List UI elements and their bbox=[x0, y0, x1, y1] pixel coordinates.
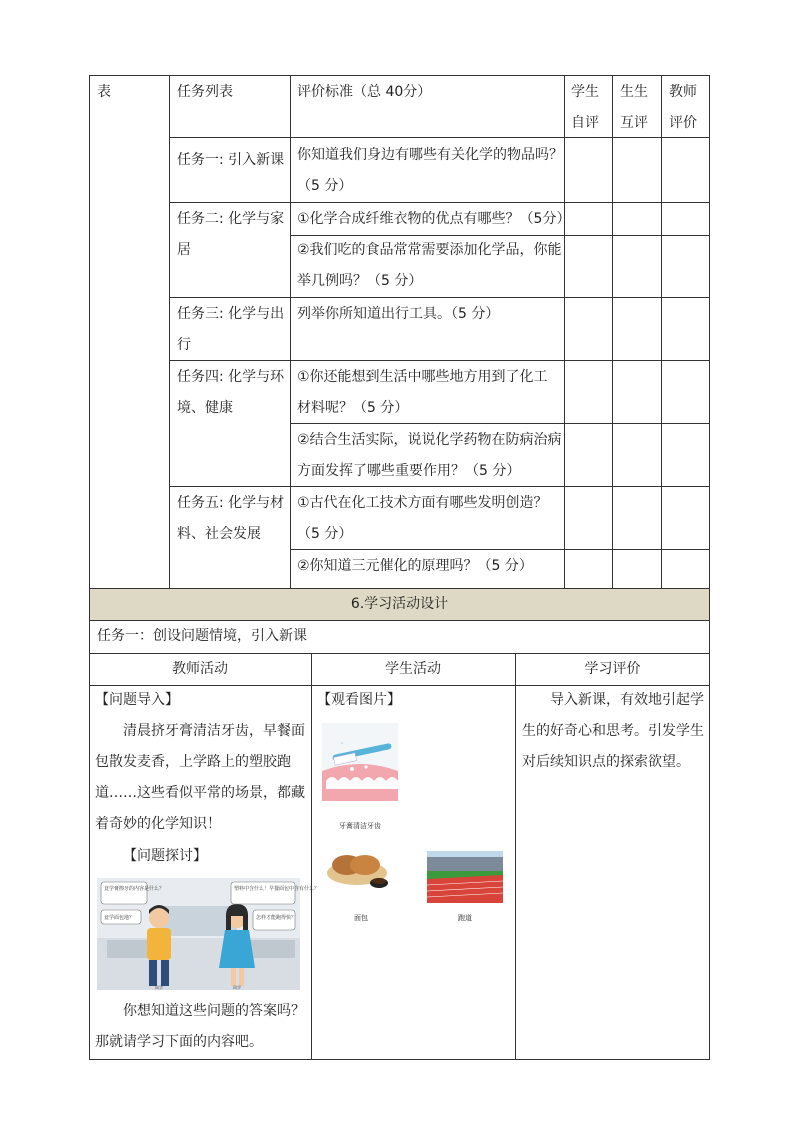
grid-line bbox=[515, 653, 516, 1060]
teacher-intro-label: 【问题导入】 bbox=[95, 692, 179, 708]
teacher-explore-label: 【问题探讨】 bbox=[123, 848, 207, 864]
bubble-3-text: 塑料中含什么！早餐面包中含有什么？ bbox=[234, 886, 320, 892]
caption-boy: 同学 bbox=[155, 985, 163, 990]
grid-line bbox=[612, 75, 613, 588]
track-graphic bbox=[427, 851, 503, 903]
toothbrush-graphic bbox=[322, 723, 398, 801]
grid-line bbox=[169, 297, 710, 298]
col-self-line1: 学生 bbox=[571, 84, 599, 100]
task-4-criterion-2-line2: 方面发挥了哪些重要作用？（5 分） bbox=[297, 463, 521, 479]
task-5-name-line2: 料、社会发展 bbox=[177, 526, 261, 542]
task-2-criterion-2-line1: ②我们吃的食品常常需要添加化学品，你能 bbox=[297, 242, 562, 258]
table-border-left bbox=[89, 75, 90, 1060]
col-peer-line2: 互评 bbox=[620, 115, 648, 131]
caption-girl: 同学 bbox=[233, 985, 241, 990]
caption-toothpaste: 牙膏清洁牙齿 bbox=[339, 822, 381, 830]
header-student-activity: 学生活动 bbox=[385, 661, 441, 677]
task-2-name-line2: 居 bbox=[177, 242, 191, 258]
grid-line bbox=[169, 202, 710, 203]
bread-image bbox=[321, 843, 401, 893]
evaluation-line1: 导入新课，有效地引起学 bbox=[550, 692, 704, 708]
header-teacher-activity: 教师活动 bbox=[172, 661, 228, 677]
col-table: 表 bbox=[97, 84, 111, 100]
grid-line bbox=[169, 360, 710, 361]
track-image bbox=[427, 851, 503, 903]
task-1-criterion-line2: （5 分） bbox=[297, 178, 353, 194]
teacher-outro-line2: 那就请学习下面的内容吧。 bbox=[95, 1034, 263, 1050]
task-4-criterion-1-line2: 材料呢？（5 分） bbox=[297, 400, 409, 416]
task-4-criterion-1-line1: ①你还能想到生活中哪些地方用到了化工 bbox=[297, 369, 548, 385]
classroom-illustration bbox=[97, 878, 320, 990]
evaluation-line2: 生的好奇心和思考。引发学生 bbox=[522, 723, 704, 739]
bubble-4-text: 怎样才能跑得快？ bbox=[256, 915, 297, 921]
task-5-criterion-2: ②你知道三元催化的原理吗？（5 分） bbox=[297, 558, 533, 574]
evaluation-line3: 对后续知识点的探索欲望。 bbox=[522, 754, 690, 770]
task-2-criterion-2-line2: 举几例吗？（5 分） bbox=[297, 273, 423, 289]
task-3-name-line1: 任务三: 化学与出 bbox=[177, 306, 285, 322]
col-teacher-line2: 评价 bbox=[669, 115, 697, 131]
teacher-outro-line1: 你想知道这些问题的答案吗？ bbox=[123, 1003, 305, 1019]
task1-title: 任务一：创设问题情境，引入新课 bbox=[97, 628, 307, 644]
col-self-line2: 自评 bbox=[571, 115, 599, 131]
teacher-intro-line2: 包散发麦香，上学路上的塑胶跑 bbox=[95, 754, 291, 770]
bubble-2-text: 竟学面包地？ bbox=[104, 915, 135, 921]
classroom-scene bbox=[97, 878, 320, 990]
task-4-name-line2: 境、健康 bbox=[177, 400, 233, 416]
grid-line bbox=[290, 549, 710, 550]
task-5-name-line1: 任务五: 化学与材 bbox=[177, 495, 285, 511]
bread-graphic bbox=[321, 843, 401, 893]
document-page bbox=[89, 75, 710, 1060]
table-border-right bbox=[709, 75, 710, 1060]
header-evaluation: 学习评价 bbox=[584, 661, 641, 677]
grid-line bbox=[290, 75, 291, 588]
table-border-bottom bbox=[89, 1059, 710, 1060]
grid-line bbox=[564, 75, 565, 588]
col-peer-line1: 生生 bbox=[620, 84, 648, 100]
bubble-1-text: 竟学膏擦牙的内容是什么？ bbox=[104, 886, 165, 892]
teacher-intro-line3: 道……这些看似平常的场景，都藏 bbox=[95, 785, 305, 801]
task-2-name-line1: 任务二: 化学与家 bbox=[177, 211, 285, 227]
grid-line bbox=[661, 75, 662, 588]
task-2-criterion-1: ①化学合成纤维衣物的优点有哪些？（5分） bbox=[297, 211, 571, 227]
teacher-intro-line1: 清晨挤牙膏清洁牙齿，早餐面 bbox=[123, 723, 305, 739]
section-title: 6.学习活动设计 bbox=[350, 596, 449, 612]
teacher-intro-line4: 着奇妙的化学知识！ bbox=[95, 816, 221, 832]
task-1-name: 任务一: 引入新课 bbox=[177, 152, 285, 168]
col-criteria: 评价标准（总 40分） bbox=[297, 84, 432, 100]
task-3-criterion: 列举你所知道出行工具。（5 分） bbox=[297, 306, 500, 322]
student-label: 【观看图片】 bbox=[317, 692, 401, 708]
task-4-criterion-2-line1: ②结合生活实际，说说化学药物在防病治病 bbox=[297, 432, 562, 448]
task-4-name-line1: 任务四: 化学与环 bbox=[177, 369, 285, 385]
toothpaste-image bbox=[322, 723, 398, 801]
caption-track: 跑道 bbox=[458, 914, 472, 922]
task-5-criterion-1-line2: （5 分） bbox=[297, 526, 353, 542]
task-3-name-line2: 行 bbox=[177, 337, 191, 353]
grid-line bbox=[169, 75, 170, 588]
table-border-top bbox=[89, 75, 710, 76]
col-teacher-line1: 教师 bbox=[669, 84, 697, 100]
col-tasks: 任务列表 bbox=[177, 84, 233, 100]
caption-bread: 面包 bbox=[354, 914, 368, 922]
grid-line bbox=[311, 653, 312, 1060]
task-5-criterion-1-line1: ①古代在化工技术方面有哪些发明创造？ bbox=[297, 495, 548, 511]
task-1-criterion-line1: 你知道我们身边有哪些有关化学的物品吗？ bbox=[297, 147, 563, 163]
